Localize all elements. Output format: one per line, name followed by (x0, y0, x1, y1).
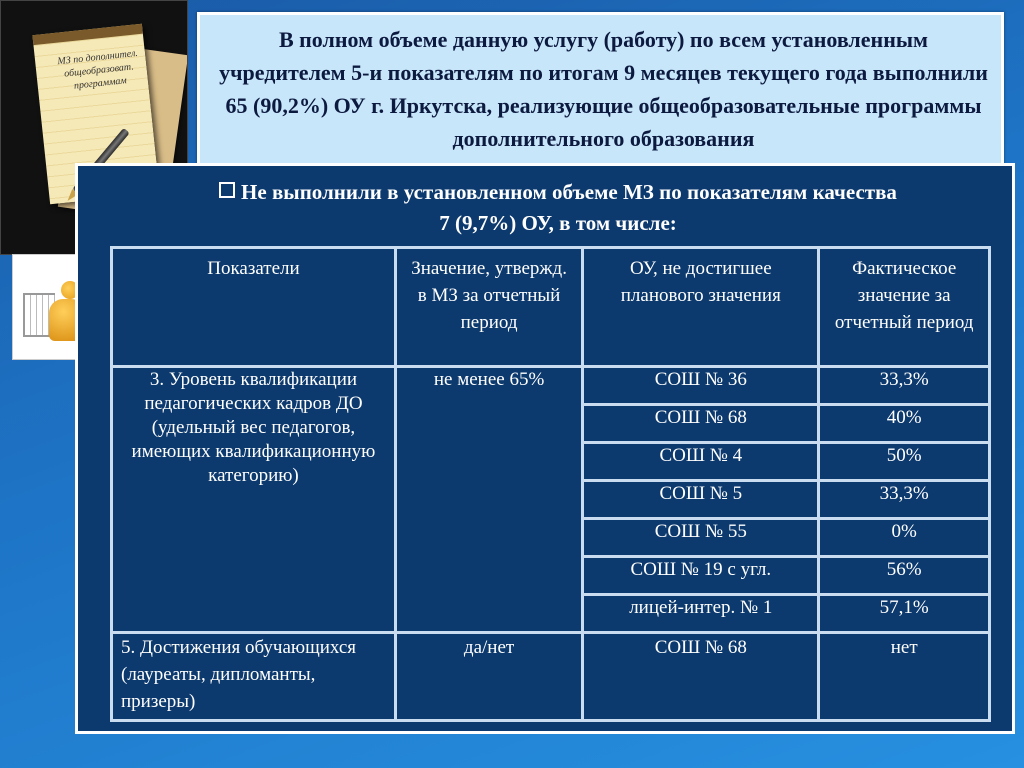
panel-heading-line2: 7 (9,7%) ОУ, в том числе: (439, 211, 677, 235)
panel-heading (128, 177, 988, 239)
school-cell: СОШ № 5 (583, 481, 819, 519)
table-header-row (112, 248, 990, 367)
actual-cell: 40% (819, 405, 990, 443)
actual-cell: нет (819, 633, 990, 721)
target-cell: не менее 65% (395, 367, 582, 633)
checkbox-bullet-icon (219, 182, 235, 198)
indicator-cell: 3. Уровень квалификации педагогических кадров ДО (удельный вес педагогов, имеющих квалификационную категорию) (112, 367, 396, 633)
column-header-indicator: Показатели (112, 248, 396, 367)
summary-text: В полном объеме данную услугу (работу) по всем установленным учредителем 5-и показателям по итогам 9 месяцев текущего года выполнили 65 (90,2%) ОУ г. Иркутска, реализующие общеобразовательные программы дополнительного образования (219, 27, 988, 151)
actual-cell: 0% (819, 519, 990, 557)
table-row (112, 633, 990, 721)
actual-cell: 50% (819, 443, 990, 481)
column-header-target: Значение, утвержд. в МЗ за отчетный период (395, 248, 582, 367)
actual-cell: 56% (819, 557, 990, 595)
school-cell: СОШ № 55 (583, 519, 819, 557)
school-cell: лицей-интер. № 1 (583, 595, 819, 633)
actual-cell: 33,3% (819, 481, 990, 519)
actual-cell: 33,3% (819, 367, 990, 405)
actual-cell: 57,1% (819, 595, 990, 633)
school-cell: СОШ № 68 (583, 405, 819, 443)
results-table (110, 246, 991, 722)
school-cell: СОШ № 19 с угл. (583, 557, 819, 595)
school-cell: СОШ № 36 (583, 367, 819, 405)
school-cell: СОШ № 4 (583, 443, 819, 481)
panel-heading-line1: Не выполнили в установленном объеме МЗ по показателям качества (241, 180, 897, 204)
summary-box (197, 12, 1004, 182)
notepad-caption: МЗ по дополнител. общеобразоват. программам (56, 47, 139, 92)
school-cell: СОШ № 68 (583, 633, 819, 721)
column-header-actual: Фактическое значение за отчетный период (819, 248, 990, 367)
indicator-cell: 5. Достижения обучающихся (лауреаты, дипломанты, призеры) (112, 633, 396, 721)
column-header-school: ОУ, не достигшее планового значения (583, 248, 819, 367)
target-cell: да/нет (395, 633, 582, 721)
main-panel (75, 163, 1015, 734)
table-row (112, 367, 990, 405)
